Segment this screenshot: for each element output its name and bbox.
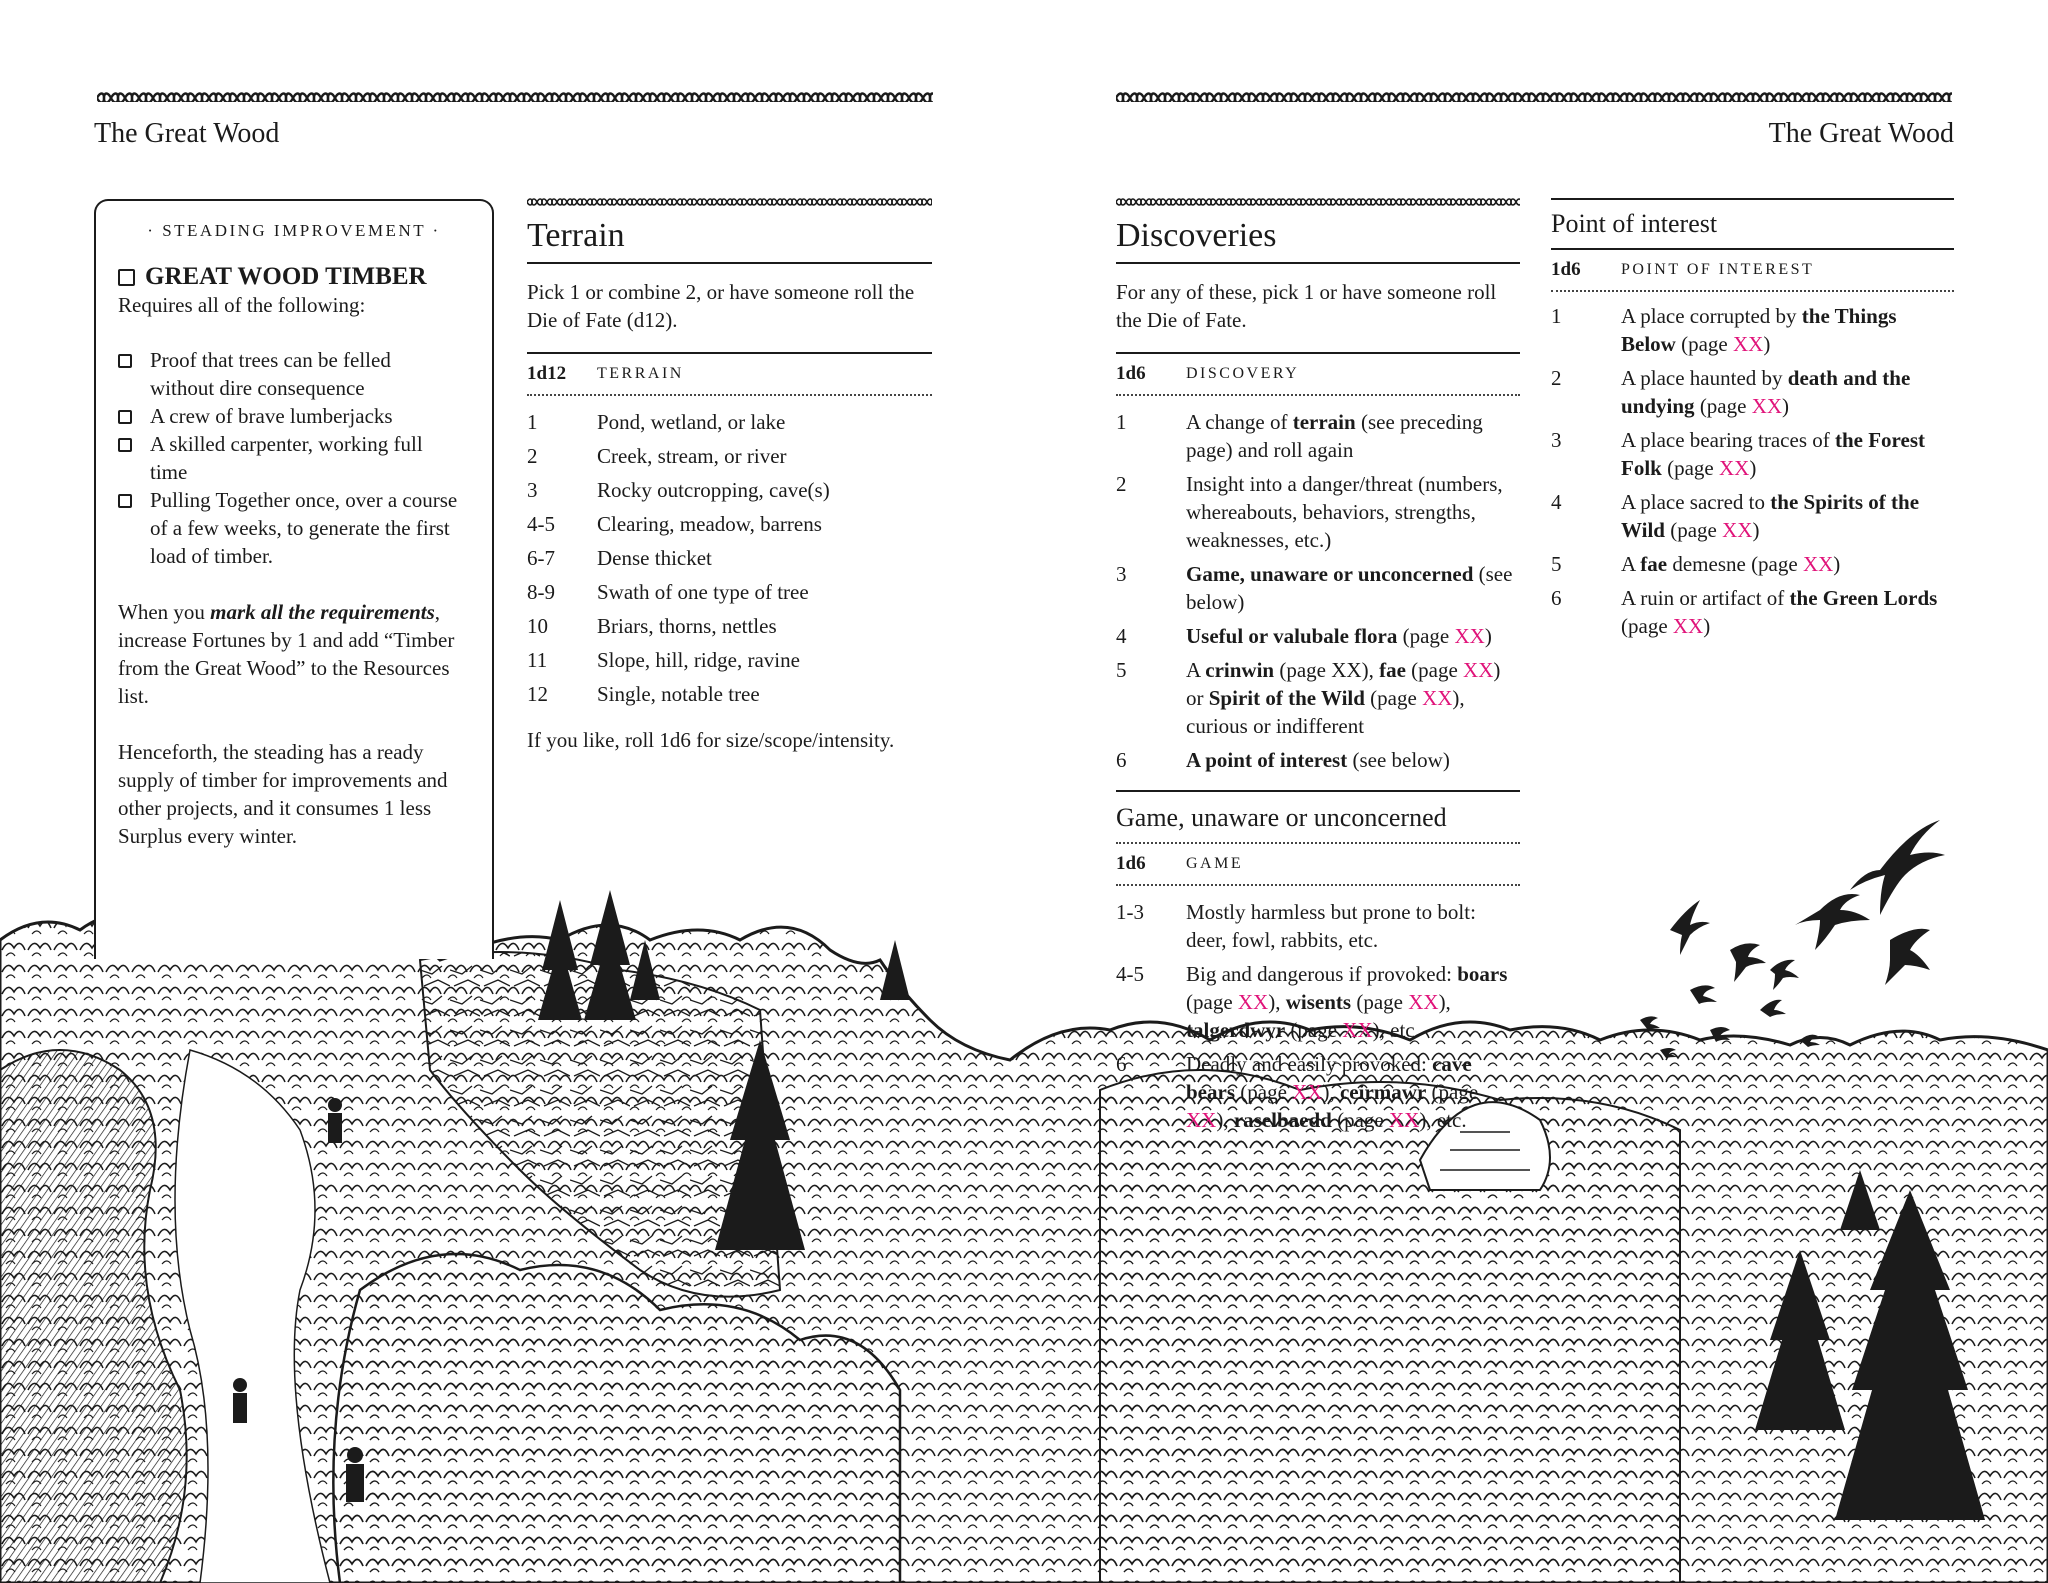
terrain-result: Pond, wetland, or lake	[597, 410, 786, 434]
terrain-roll: 10	[527, 614, 548, 638]
requirement-checkbox[interactable]	[118, 410, 132, 424]
requirement-item	[118, 486, 492, 570]
discoveries-roll: 5	[1116, 658, 1127, 682]
steading-improvement-box	[94, 199, 494, 959]
requirement-checkbox[interactable]	[118, 494, 132, 508]
bird-9	[1640, 1016, 1660, 1030]
discoveries-result: A point of interest (see below)	[1186, 748, 1450, 772]
steading-title-checkbox[interactable]	[118, 269, 135, 286]
game-result: Deadly and easily provoked: cave bears (page XX), ceirmawr (page XX), raselbaedd (page XX), etc.	[1186, 1052, 1479, 1132]
braid-rule	[1116, 198, 1520, 206]
discoveries-result: Insight into a danger/threat (numbers, whereabouts, behaviors, strengths, weaknesses, etc.)	[1186, 472, 1503, 552]
game-row	[1116, 960, 1520, 1044]
poi-column-label: POINT OF INTEREST	[1621, 261, 1815, 278]
requirement-text: Proof that trees can be felled without dire consequence	[150, 348, 391, 400]
steading-requirements-list	[118, 346, 492, 570]
discoveries-die-label: 1d6	[1116, 363, 1146, 384]
discoveries-table-header	[1116, 354, 1520, 394]
terrain-roll: 12	[527, 682, 548, 706]
requirement-item	[118, 402, 492, 430]
braid-rule	[527, 198, 932, 206]
terrain-roll: 6-7	[527, 546, 555, 570]
game-die-label: 1d6	[1116, 853, 1146, 874]
discoveries-roll: 2	[1116, 472, 1127, 496]
poi-row	[1551, 302, 1954, 358]
discoveries-table	[1116, 408, 1520, 774]
terrain-section	[527, 198, 932, 754]
terrain-roll: 8-9	[527, 580, 555, 604]
terrain-result: Clearing, meadow, barrens	[597, 512, 822, 536]
discoveries-result: Game, unaware or unconcerned (see below)	[1186, 562, 1513, 614]
discoveries-row	[1116, 622, 1520, 650]
terrain-roll: 3	[527, 478, 538, 502]
poi-row	[1551, 426, 1954, 482]
bird-6	[1770, 960, 1799, 990]
poi-section	[1551, 198, 1954, 646]
terrain-die-label: 1d12	[527, 363, 567, 384]
poi-roll: 5	[1551, 552, 1562, 576]
steading-effect-paragraph: When you mark all the requirements, increase Fortunes by 1 and add “Timber from the Great Wood” to the Resources list.	[118, 600, 455, 708]
poi-table-header	[1551, 250, 1954, 290]
poi-die-label: 1d6	[1551, 259, 1581, 280]
terrain-roll: 1	[527, 410, 538, 434]
terrain-row	[527, 680, 932, 708]
discoveries-row	[1116, 560, 1520, 616]
game-table	[1116, 898, 1520, 1134]
poi-roll: 3	[1551, 428, 1562, 452]
terrain-result: Creek, stream, or river	[597, 444, 787, 468]
requirement-item	[118, 430, 492, 486]
terrain-result: Rocky outcropping, cave(s)	[597, 478, 830, 502]
running-head-left: The Great Wood	[94, 118, 280, 149]
requirement-item	[118, 346, 492, 402]
poi-row	[1551, 364, 1954, 420]
discoveries-result: A change of terrain (see preceding page) and roll again	[1186, 410, 1483, 462]
discoveries-title: Discoveries	[1116, 217, 1277, 254]
poi-result: A place bearing traces of the Forest Folk (page XX)	[1621, 428, 1925, 480]
discoveries-roll: 6	[1116, 748, 1127, 772]
discoveries-column-label: DISCOVERY	[1186, 365, 1300, 382]
game-column-label: GAME	[1186, 855, 1244, 872]
terrain-table	[527, 408, 932, 708]
poi-table	[1551, 302, 1954, 640]
discoveries-result: A crinwin (page XX), fae (page XX) or Spirit of the Wild (page XX), curious or indifferent	[1186, 658, 1501, 738]
discoveries-row	[1116, 656, 1520, 740]
terrain-roll: 11	[527, 648, 548, 672]
poi-roll: 1	[1551, 304, 1562, 328]
game-roll: 6	[1116, 1052, 1127, 1076]
game-row	[1116, 898, 1520, 954]
game-result: Big and dangerous if provoked: boars (page XX), wisents (page XX), talgerdwyr (page XX), etc.	[1186, 962, 1508, 1042]
terrain-table-header	[527, 354, 932, 394]
poi-row	[1551, 584, 1954, 640]
discoveries-row	[1116, 746, 1520, 774]
terrain-row	[527, 408, 932, 436]
poi-roll: 2	[1551, 366, 1562, 390]
terrain-row	[527, 510, 932, 538]
bird-1	[1850, 820, 1945, 915]
poi-row	[1551, 550, 1954, 578]
requirement-text: A skilled carpenter, working full time	[150, 432, 423, 484]
terrain-result: Dense thicket	[597, 546, 712, 570]
terrain-row	[527, 578, 932, 606]
steading-title-row	[118, 263, 492, 291]
requirement-checkbox[interactable]	[118, 354, 132, 368]
game-roll: 1-3	[1116, 900, 1144, 924]
bird-12	[1660, 1048, 1677, 1058]
steading-kicker: · STEADING IMPROVEMENT ·	[147, 221, 441, 240]
bird-11	[1800, 1035, 1820, 1047]
steading-title: GREAT WOOD TIMBER	[145, 263, 427, 290]
braid-border-top-right	[1116, 92, 1952, 102]
terrain-result: Single, notable tree	[597, 682, 760, 706]
bird-7	[1690, 985, 1717, 1004]
terrain-row	[527, 476, 932, 504]
bird-5	[1730, 943, 1766, 982]
requirement-text: A crew of brave lumberjacks	[150, 404, 393, 428]
bird-10	[1710, 1027, 1730, 1042]
discoveries-section	[1116, 198, 1520, 1140]
terrain-result: Swath of one type of tree	[597, 580, 809, 604]
terrain-intro: Pick 1 or combine 2, or have someone roll the Die of Fate (d12).	[527, 280, 915, 332]
poi-result: A place corrupted by the Things Below (page XX)	[1621, 304, 1897, 356]
terrain-column-label: TERRAIN	[597, 365, 684, 382]
terrain-roll: 2	[527, 444, 538, 468]
discoveries-result: Useful or valubale flora (page XX)	[1186, 624, 1492, 648]
game-row	[1116, 1050, 1520, 1134]
discoveries-roll: 3	[1116, 562, 1127, 586]
requirement-checkbox[interactable]	[118, 438, 132, 452]
discoveries-row	[1116, 408, 1520, 464]
braid-border-top-left	[97, 92, 933, 102]
poi-result: A ruin or artifact of the Green Lords (page XX)	[1621, 586, 1938, 638]
poi-row	[1551, 488, 1954, 544]
steading-requires: Requires all of the following:	[118, 293, 366, 317]
birds-illustration	[1600, 810, 1960, 1080]
discoveries-roll: 4	[1116, 624, 1127, 648]
discoveries-intro: For any of these, pick 1 or have someone roll the Die of Fate.	[1116, 280, 1497, 332]
game-title: Game, unaware or unconcerned	[1116, 803, 1447, 832]
game-roll: 4-5	[1116, 962, 1144, 986]
terrain-title: Terrain	[527, 217, 625, 254]
bird-4	[1670, 900, 1710, 955]
poi-title: Point of interest	[1551, 209, 1718, 238]
terrain-row	[527, 442, 932, 470]
steading-henceforth-paragraph: Henceforth, the steading has a ready supply of timber for improvements and other projects, and it consumes 1 less Surplus every winter.	[118, 740, 448, 848]
bird-8	[1760, 1000, 1786, 1017]
poi-result: A fae demesne (page XX)	[1621, 552, 1841, 576]
terrain-result: Briars, thorns, nettles	[597, 614, 777, 638]
discoveries-row	[1116, 470, 1520, 554]
game-table-header	[1116, 844, 1520, 884]
poi-roll: 6	[1551, 586, 1562, 610]
terrain-result: Slope, hill, ridge, ravine	[597, 648, 800, 672]
bird-2	[1795, 894, 1870, 950]
terrain-row	[527, 544, 932, 572]
poi-result: A place sacred to the Spirits of the Wild (page XX)	[1621, 490, 1920, 542]
terrain-row	[527, 646, 932, 674]
terrain-row	[527, 612, 932, 640]
discoveries-roll: 1	[1116, 410, 1127, 434]
requirement-text: Pulling Together once, over a course of a few weeks, to generate the first load of timber.	[150, 488, 458, 568]
game-result: Mostly harmless but prone to bolt: deer, fowl, rabbits, etc.	[1186, 900, 1476, 952]
terrain-footer: If you like, roll 1d6 for size/scope/intensity.	[527, 728, 895, 752]
bird-3	[1885, 929, 1930, 985]
running-head-right: The Great Wood	[1768, 118, 1954, 149]
terrain-roll: 4-5	[527, 512, 555, 536]
poi-result: A place haunted by death and the undying (page XX)	[1621, 366, 1911, 418]
poi-roll: 4	[1551, 490, 1562, 514]
